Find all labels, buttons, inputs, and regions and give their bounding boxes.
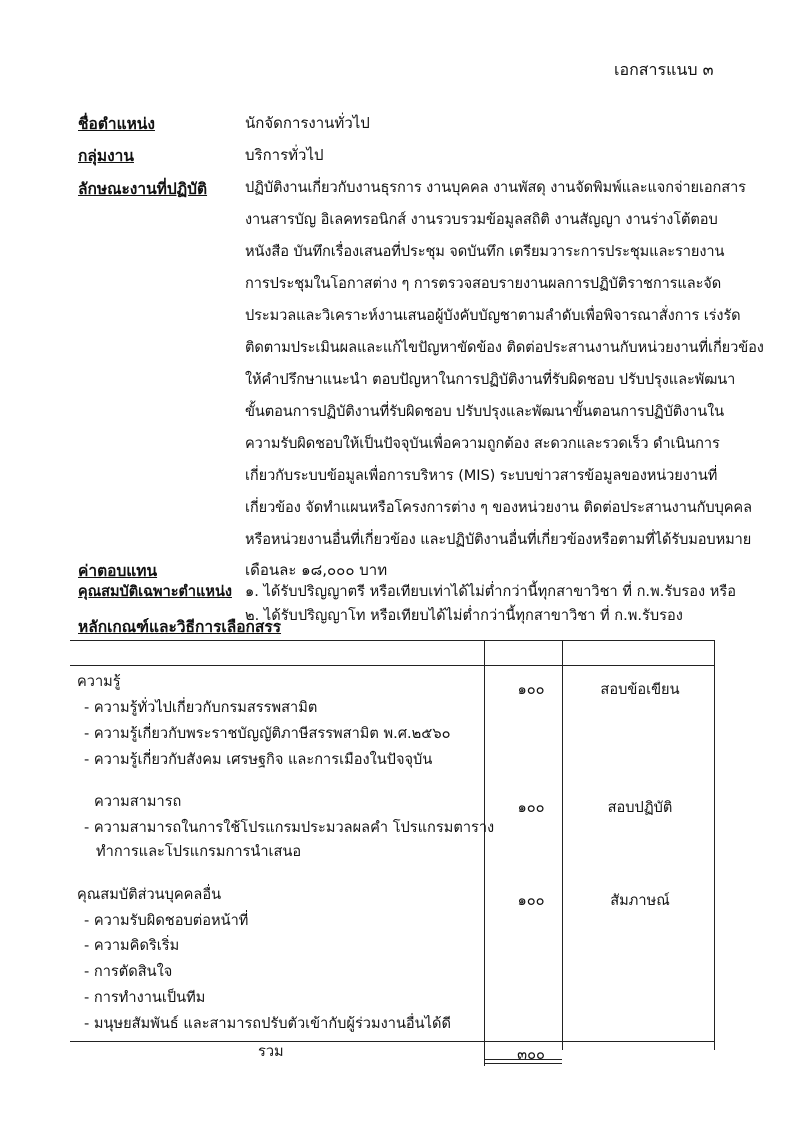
- group-item: - ความคิดริเริ่ม: [84, 937, 180, 954]
- duty-line: ติดตามประเมินผลและแก้ไขปัญหาขัดข้อง ติดต่อประสานงานกับหน่วยงานที่เกี่ยวข้อง: [245, 339, 764, 356]
- group-item: - ความรู้เกี่ยวกับสังคม เศรษฐกิจ และการเมืองในปัจจุบัน: [84, 751, 433, 768]
- group-title: คุณสมบัติส่วนบุคคลอื่น: [77, 886, 222, 903]
- group-score: ๑๐๐: [517, 799, 545, 816]
- qualification-item: ๑. ได้รับปริญญาตรี หรือเทียบเท่าได้ไม่ต่ำกว่านี้ทุกสาขาวิชา ที่ ก.พ.รับรอง หรือ: [245, 583, 737, 600]
- selection-heading: หลักเกณฑ์และวิธีการเลือกสรร: [78, 618, 282, 636]
- total-score: ๓๐๐: [517, 1046, 545, 1063]
- duty-line: ให้คำปรึกษาแนะนำ ตอบปัญหาในการปฏิบัติงานที่รับผิดชอบ ปรับปรุงและพัฒนา: [245, 371, 736, 388]
- position-value: นักจัดการงานทั่วไป: [245, 114, 370, 132]
- duty-line: เกี่ยวกับระบบข้อมูลเพื่อการบริหาร (MIS) ระบบข่าวสารข้อมูลของหน่วยงานที่: [245, 467, 718, 484]
- duty-line: ขั้นตอนการปฏิบัติงานที่รับผิดชอบ ปรับปรุงและพัฒนาขั้นตอนการปฏิบัติงานใน: [245, 403, 725, 420]
- position-label: ชื่อตำแหน่ง: [78, 115, 155, 133]
- duty-line: ปฏิบัติงานเกี่ยวกับงานธุรการ งานบุคคล งานพัสดุ งานจัดพิมพ์และแจกจ่ายเอกสาร: [245, 179, 746, 196]
- group-method: สอบข้อเขียน: [600, 681, 680, 698]
- duties-label: ลักษณะงานที่ปฏิบัติ: [78, 180, 208, 198]
- group-item: - ความรู้เกี่ยวกับพระราชบัญญัติภาษีสรรพสามิต พ.ศ.๒๕๖๐: [84, 725, 451, 742]
- group-method: สัมภาษณ์: [610, 892, 670, 909]
- qualification-item: ๒. ได้รับปริญญาโท หรือเทียบได้ไม่ต่ำกว่านี้ทุกสาขาวิชา ที่ ก.พ.รับรอง: [245, 607, 683, 624]
- group-method: สอบปฏิบัติ: [607, 799, 673, 816]
- table-header-border: [70, 665, 715, 666]
- group-score: ๑๐๐: [517, 681, 545, 698]
- group-title: ความรู้: [77, 673, 121, 690]
- duty-line: ความรับผิดชอบให้เป็นปัจจุบันเพื่อความถูกต้อง สะดวกและรวดเร็ว ดำเนินการ: [245, 435, 720, 452]
- table-body-bottom-border: [70, 1041, 715, 1042]
- group-item: ทำการและโปรแกรมการนำเสนอ: [96, 843, 302, 860]
- work-group-value: บริการทั่วไป: [245, 146, 324, 164]
- group-title: ความสามารถ: [94, 793, 182, 810]
- duty-line: หนังสือ บันทึกเรื่องเสนอที่ประชุม จดบันทึก เตรียมวาระการประชุมและรายงาน: [245, 243, 725, 260]
- group-item: - การตัดสินใจ: [84, 963, 173, 980]
- qualifications-label: คุณสมบัติเฉพาะตำแหน่ง: [78, 584, 232, 600]
- group-item: - ความสามารถในการใช้โปรแกรมประมวลผลคำ โปรแกรมตาราง: [84, 819, 495, 836]
- table-column-divider: [484, 640, 485, 1066]
- work-group-label: กลุ่มงาน: [78, 147, 134, 165]
- table-right-border: [714, 640, 715, 1050]
- duty-line: การประชุมในโอกาสต่าง ๆ การตรวจสอบรายงานผลการปฏิบัติราชการและจัด: [245, 275, 722, 292]
- group-item: - ความรับผิดชอบต่อหน้าที่: [84, 912, 249, 929]
- duty-line: งานสารบัญ อิเลคทรอนิกส์ งานรวบรวมข้อมูลสถิติ งานสัญญา งานร่างโต้ตอบ: [245, 211, 718, 228]
- duty-line: เกี่ยวข้อง จัดทำแผนหรือโครงการต่าง ๆ ของหน่วยงาน ติดต่อประสานงานกับบุคคล: [245, 499, 752, 516]
- table-column-divider: [562, 640, 563, 1050]
- attachment-label: เอกสารแนบ ๓: [614, 60, 714, 79]
- total-label: รวม: [258, 1043, 284, 1060]
- compensation-label: ค่าตอบแทน: [78, 562, 158, 580]
- group-item: - การทำงานเป็นทีม: [84, 989, 206, 1006]
- group-item: - ความรู้ทั่วไปเกี่ยวกับกรมสรรพสามิต: [84, 699, 318, 716]
- group-item: - มนุษยสัมพันธ์ และสามารถปรับตัวเข้ากับผู้ร่วมงานอื่นได้ดี: [84, 1015, 451, 1032]
- table-top-border: [70, 640, 715, 641]
- group-score: ๑๐๐: [517, 892, 545, 909]
- duty-line: ประมวลและวิเคราะห์งานเสนอผู้บังคับบัญชาตามลำดับเพื่อพิจารณาสั่งการ เร่งรัด: [245, 307, 741, 324]
- compensation-value: เดือนละ ๑๘,๐๐๐ บาท: [245, 561, 388, 579]
- duty-line: หรือหน่วยงานอื่นที่เกี่ยวข้อง และปฏิบัติงานอื่นที่เกี่ยวข้องหรือตามที่ได้รับมอบหมาย: [245, 531, 752, 548]
